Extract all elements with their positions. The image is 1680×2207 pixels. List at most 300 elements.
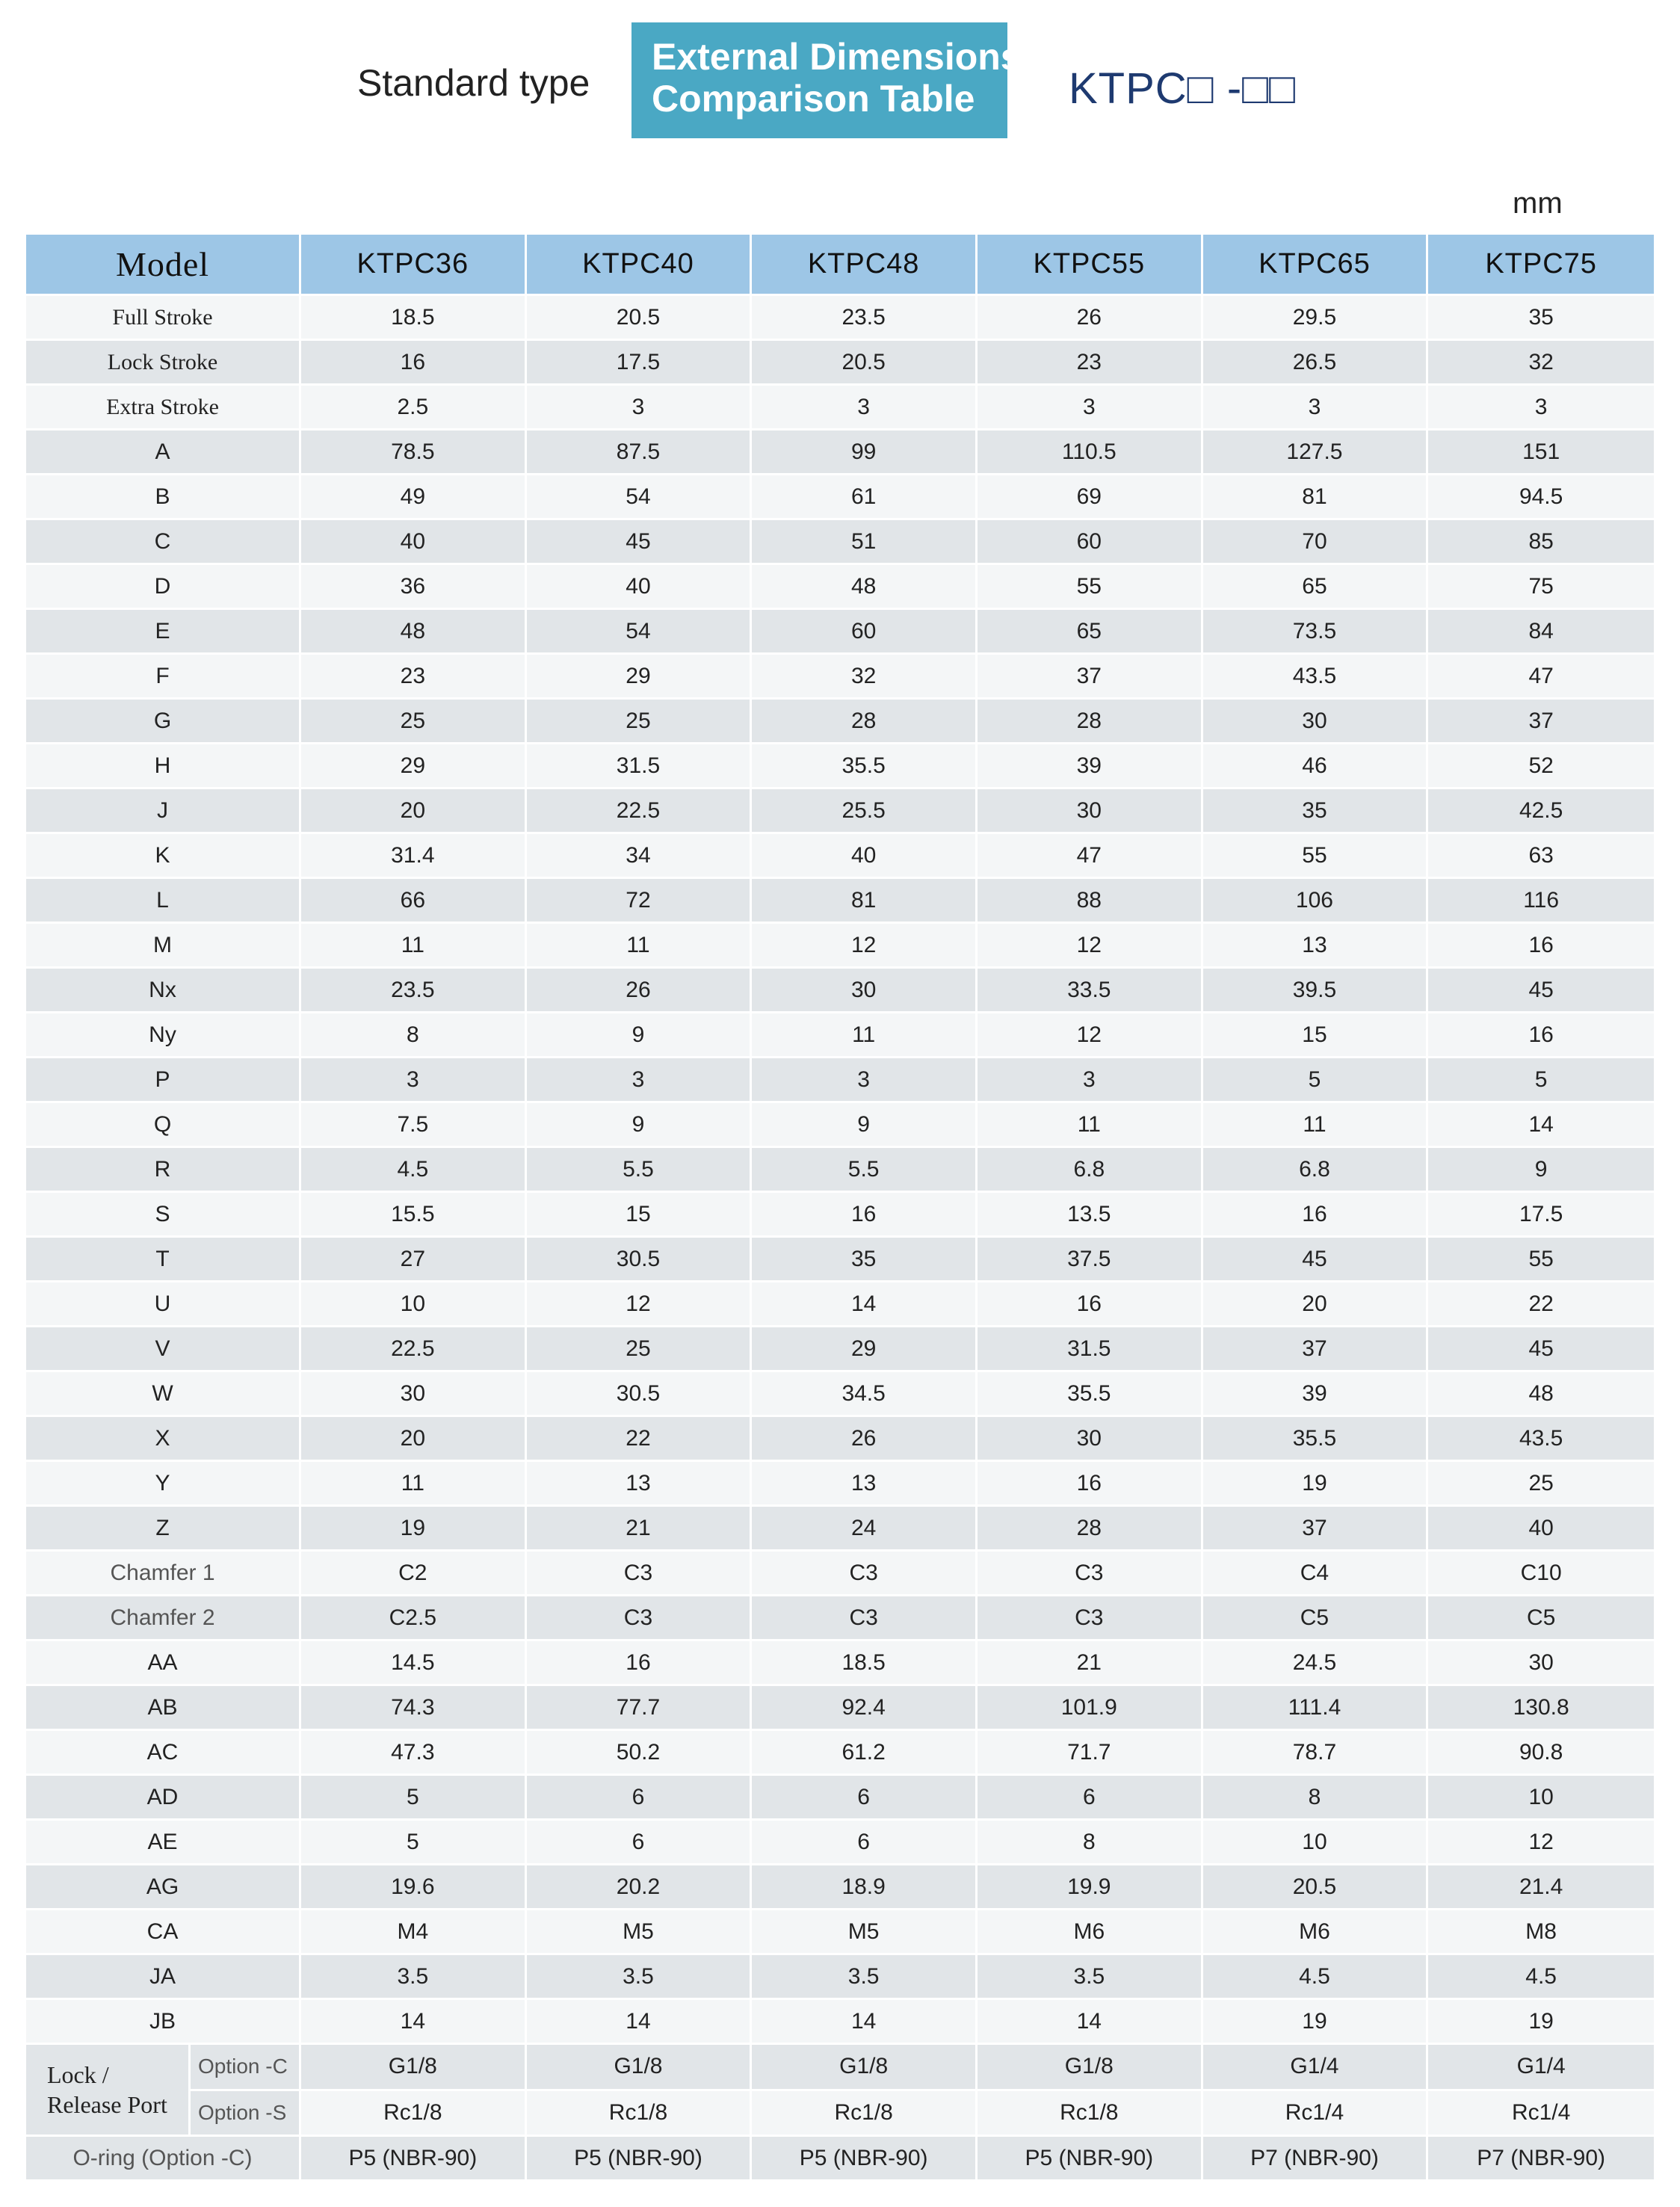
table-cell: 3 [978,1058,1203,1103]
table-cell: 90.8 [1428,1731,1654,1776]
port-label-line-2: Release Port [47,2091,167,2118]
table-cell: 49 [301,475,527,520]
table-row [26,834,1654,879]
table-cell: 25 [301,700,527,744]
table-cell: 74.3 [301,1686,527,1731]
table-cell: 2.5 [301,386,527,430]
table-cell: 130.8 [1428,1686,1654,1731]
table-row [26,1955,1654,2000]
row-label: AB [26,1686,301,1731]
table-row [26,1372,1654,1417]
table-row [26,1507,1654,1552]
table-cell: 10 [1428,1776,1654,1821]
table-cell: 23 [978,341,1203,386]
table-cell: 40 [527,565,753,610]
table-cell: 12 [752,924,978,969]
table-cell: C3 [527,1596,753,1641]
table-row [26,700,1654,744]
table-cell: 4.5 [301,1148,527,1193]
table-cell: 26 [527,969,753,1013]
model-header: Model [26,235,301,296]
table-row [26,386,1654,430]
table-cell: Rc1/8 [752,2091,978,2137]
table-cell: 37.5 [978,1238,1203,1282]
row-label: B [26,475,301,520]
table-cell: 31.5 [527,744,753,789]
table-cell: 16 [752,1193,978,1238]
table-cell: 48 [752,565,978,610]
table-cell: 17.5 [1428,1193,1654,1238]
row-label: Z [26,1507,301,1552]
table-cell: 3 [752,386,978,430]
table-cell: 30 [1203,700,1429,744]
table-cell: 4.5 [1428,1955,1654,2000]
row-label: Lock Stroke [26,341,301,386]
table-cell: 25 [1428,1462,1654,1507]
table-cell: C3 [752,1552,978,1596]
table-cell: 70 [1203,520,1429,565]
table-cell: 101.9 [978,1686,1203,1731]
table-cell: Rc1/4 [1203,2091,1429,2137]
row-label: JB [26,2000,301,2045]
table-cell: 54 [527,475,753,520]
table-cell: 19 [1203,1462,1429,1507]
table-cell: G1/4 [1428,2045,1654,2091]
row-label: H [26,744,301,789]
table-cell: 37 [1428,700,1654,744]
table-cell: 19 [301,1507,527,1552]
table-row [26,475,1654,520]
table-cell: 16 [978,1282,1203,1327]
table-row [26,789,1654,834]
table-cell: 6 [527,1821,753,1865]
row-label: AA [26,1641,301,1686]
table-cell: 28 [752,700,978,744]
table-cell: 110.5 [978,430,1203,475]
table-cell: 30 [301,1372,527,1417]
table-cell: 19 [1203,2000,1429,2045]
table-cell: 61.2 [752,1731,978,1776]
table-cell: P7 (NBR-90) [1203,2137,1429,2182]
row-label: W [26,1372,301,1417]
column-header: KTPC65 [1203,235,1429,296]
table-cell: 16 [1428,1013,1654,1058]
table-cell: 7.5 [301,1103,527,1148]
table-cell: 10 [301,1282,527,1327]
table-cell: 11 [527,924,753,969]
table-row [26,1641,1654,1686]
table-cell: 32 [1428,341,1654,386]
table-cell: 72 [527,879,753,924]
table-cell: 37 [1203,1507,1429,1552]
table-cell: 116 [1428,879,1654,924]
table-cell: 30 [978,1417,1203,1462]
table-cell: G1/8 [527,2045,753,2091]
table-cell: 29 [301,744,527,789]
table-cell: 16 [1428,924,1654,969]
table-cell: 29 [752,1327,978,1372]
table-cell: 39 [978,744,1203,789]
table-cell: 55 [978,565,1203,610]
table-row [26,1327,1654,1372]
table-cell: 14 [752,2000,978,2045]
column-header: KTPC48 [752,235,978,296]
table-row [26,1776,1654,1821]
table-row [26,655,1654,700]
table-cell: 10 [1203,1821,1429,1865]
table-cell: 47 [978,834,1203,879]
table-cell: 151 [1428,430,1654,475]
table-cell: 12 [978,1013,1203,1058]
table-cell: C2.5 [301,1596,527,1641]
table-cell: M6 [978,1910,1203,1955]
table-cell: 20.5 [752,341,978,386]
table-row [26,1552,1654,1596]
table-cell: 5 [301,1821,527,1865]
table-cell: 48 [1428,1372,1654,1417]
table-cell: 55 [1428,1238,1654,1282]
table-cell: 84 [1428,610,1654,655]
table-cell: 3 [1428,386,1654,430]
table-cell: 25 [527,1327,753,1372]
table-cell: 45 [527,520,753,565]
table-cell: 3.5 [752,1955,978,2000]
table-cell: 26.5 [1203,341,1429,386]
port-label [26,2045,191,2135]
table-cell: 15 [1203,1013,1429,1058]
table-cell: C10 [1428,1552,1654,1596]
table-cell: 14 [1428,1103,1654,1148]
table-cell: 75 [1428,565,1654,610]
table-cell: 71.7 [978,1731,1203,1776]
table-cell: G1/8 [301,2045,527,2091]
table-cell: 29 [527,655,753,700]
oring-row [26,2137,1654,2182]
table-cell: 20.5 [527,296,753,341]
row-label: M [26,924,301,969]
row-label: Ny [26,1013,301,1058]
table-cell: 54 [527,610,753,655]
table-cell: 20.2 [527,1865,753,1910]
table-cell: 37 [1203,1327,1429,1372]
table-cell: 25.5 [752,789,978,834]
table-cell: P5 (NBR-90) [978,2137,1203,2182]
table-cell: 3.5 [527,1955,753,2000]
model-code: KTPC□ -□□ [1069,64,1297,113]
table-cell: 30.5 [527,1372,753,1417]
table-row [26,1865,1654,1910]
table-cell: 15 [527,1193,753,1238]
table-cell: 12 [527,1282,753,1327]
table-row [26,1193,1654,1238]
table-cell: 21 [978,1641,1203,1686]
row-label: Full Stroke [26,296,301,341]
table-cell: 11 [978,1103,1203,1148]
table-cell: C5 [1203,1596,1429,1641]
table-cell: 47.3 [301,1731,527,1776]
table-cell: 11 [301,1462,527,1507]
table-cell: 8 [1203,1776,1429,1821]
table-cell: 16 [978,1462,1203,1507]
table-cell: 16 [527,1641,753,1686]
table-cell: 21.4 [1428,1865,1654,1910]
row-label: E [26,610,301,655]
table-row [26,879,1654,924]
table-cell: 16 [301,341,527,386]
table-cell: 5 [1428,1058,1654,1103]
table-cell: 22.5 [527,789,753,834]
table-cell: 34.5 [752,1372,978,1417]
table-cell: 11 [752,1013,978,1058]
table-cell: 31.5 [978,1327,1203,1372]
row-label: U [26,1282,301,1327]
row-label: AG [26,1865,301,1910]
table-cell: 23.5 [301,969,527,1013]
table-cell: 3.5 [301,1955,527,2000]
table-cell: 6 [978,1776,1203,1821]
table-cell: 99 [752,430,978,475]
table-cell: 28 [978,1507,1203,1552]
table-cell: 22 [527,1417,753,1462]
table-cell: 39 [1203,1372,1429,1417]
table-row [26,1731,1654,1776]
table-cell: 20 [301,1417,527,1462]
table-cell: G1/8 [978,2045,1203,2091]
table-row [26,1148,1654,1193]
table-cell: 14 [527,2000,753,2045]
table-cell: 9 [527,1013,753,1058]
row-label: A [26,430,301,475]
page-header [0,0,1680,149]
table-title-box [631,22,1022,138]
row-label: V [26,1327,301,1372]
table-cell: 26 [752,1417,978,1462]
table-cell: 45 [1203,1238,1429,1282]
table-cell: 19 [1428,2000,1654,2045]
table-cell: 127.5 [1203,430,1429,475]
table-cell: 3 [752,1058,978,1103]
table-cell: 92.4 [752,1686,978,1731]
table-cell: 45 [1428,969,1654,1013]
table-cell: 61 [752,475,978,520]
row-label: G [26,700,301,744]
table-cell: 3 [1203,386,1429,430]
column-header: KTPC36 [301,235,527,296]
port-row-option-c [26,2045,1654,2091]
table-cell: 6.8 [978,1148,1203,1193]
row-label: Nx [26,969,301,1013]
table-cell: 3 [978,386,1203,430]
table-cell: 35.5 [1203,1417,1429,1462]
table-row [26,430,1654,475]
table-cell: M4 [301,1910,527,1955]
table-cell: 35 [1428,296,1654,341]
table-cell: 65 [1203,565,1429,610]
table-cell: 35.5 [978,1372,1203,1417]
table-cell: 30 [752,969,978,1013]
table-cell: 6 [752,1821,978,1865]
table-row [26,341,1654,386]
table-cell: 24 [752,1507,978,1552]
table-cell: 11 [1203,1103,1429,1148]
table-row [26,969,1654,1013]
table-cell: 81 [752,879,978,924]
option-s-label: Option -S [198,2100,287,2124]
table-cell: 85 [1428,520,1654,565]
table-cell: 36 [301,565,527,610]
table-cell: 23.5 [752,296,978,341]
table-header-row [26,235,1654,296]
unit-label: mm [1513,187,1563,220]
table-cell: 52 [1428,744,1654,789]
table-cell: 23 [301,655,527,700]
row-label: Y [26,1462,301,1507]
table-cell: 14 [752,1282,978,1327]
table-cell: 25 [527,700,753,744]
row-label: C [26,520,301,565]
table-cell: 51 [752,520,978,565]
table-cell: 40 [1428,1507,1654,1552]
row-label: X [26,1417,301,1462]
column-header: KTPC75 [1428,235,1654,296]
table-cell: 65 [978,610,1203,655]
table-row [26,520,1654,565]
row-label: Chamfer 2 [26,1596,301,1641]
row-label: Extra Stroke [26,386,301,430]
row-label: Q [26,1103,301,1148]
table-row [26,610,1654,655]
table-cell: Rc1/8 [527,2091,753,2137]
table-cell: 5.5 [527,1148,753,1193]
table-row [26,1910,1654,1955]
table-cell: 18.9 [752,1865,978,1910]
table-cell: M8 [1428,1910,1654,1955]
column-header: KTPC40 [527,235,753,296]
dimensions-table [26,235,1654,2182]
table-cell: 27 [301,1238,527,1282]
table-cell: 111.4 [1203,1686,1429,1731]
table-cell: 15.5 [301,1193,527,1238]
table-cell: 6 [527,1776,753,1821]
table-cell: 31.4 [301,834,527,879]
table-cell: 43.5 [1428,1417,1654,1462]
column-header: KTPC55 [978,235,1203,296]
table-cell: 6.8 [1203,1148,1429,1193]
table-cell: 35 [1203,789,1429,834]
table-cell: 20.5 [1203,1865,1429,1910]
table-cell: 43.5 [1203,655,1429,700]
table-cell: P7 (NBR-90) [1428,2137,1654,2182]
table-row [26,1686,1654,1731]
table-cell: 12 [978,924,1203,969]
table-cell: 60 [752,610,978,655]
table-cell: 14 [978,2000,1203,2045]
table-cell: 16 [1203,1193,1429,1238]
table-cell: 13 [527,1462,753,1507]
table-cell: C5 [1428,1596,1654,1641]
table-cell: G1/8 [752,2045,978,2091]
table-cell: 66 [301,879,527,924]
table-cell: 13.5 [978,1193,1203,1238]
table-cell: 14.5 [301,1641,527,1686]
table-row [26,1103,1654,1148]
table-cell: 3 [301,1058,527,1103]
table-row [26,1238,1654,1282]
table-cell: 77.7 [527,1686,753,1731]
table-cell: C3 [527,1552,753,1596]
table-cell: 47 [1428,655,1654,700]
table-row [26,565,1654,610]
table-cell: P5 (NBR-90) [752,2137,978,2182]
table-row [26,2000,1654,2045]
row-label: R [26,1148,301,1193]
table-cell: 30 [1428,1641,1654,1686]
table-cell: 21 [527,1507,753,1552]
table-cell: 19.9 [978,1865,1203,1910]
row-label: D [26,565,301,610]
table-cell: 35.5 [752,744,978,789]
table-cell: 18.5 [301,296,527,341]
table-cell: 50.2 [527,1731,753,1776]
table-cell: M6 [1203,1910,1429,1955]
table-cell: 55 [1203,834,1429,879]
title-line-2: Comparison Table [652,78,975,120]
row-label: S [26,1193,301,1238]
table-cell: 3.5 [978,1955,1203,2000]
table-cell: 78.5 [301,430,527,475]
row-label: L [26,879,301,924]
port-label-wrap [26,2045,299,2135]
row-label: CA [26,1910,301,1955]
standard-type-label: Standard type [357,62,590,104]
table-row [26,744,1654,789]
table-cell: 20 [301,789,527,834]
table-cell: 9 [527,1103,753,1148]
table-cell: 81 [1203,475,1429,520]
row-label: F [26,655,301,700]
table-cell: 13 [752,1462,978,1507]
table-cell: C3 [978,1596,1203,1641]
row-label: Chamfer 1 [26,1552,301,1596]
table-cell: 18.5 [752,1641,978,1686]
table-cell: 35 [752,1238,978,1282]
table-cell: 5.5 [752,1148,978,1193]
table-cell: 22.5 [301,1327,527,1372]
table-cell: 5 [301,1776,527,1821]
table-cell: 8 [978,1821,1203,1865]
table-row [26,1462,1654,1507]
oring-label: O-ring (Option -C) [26,2137,301,2182]
row-label: JA [26,1955,301,2000]
table-cell: 4.5 [1203,1955,1429,2000]
table-cell: 17.5 [527,341,753,386]
table-cell: 42.5 [1428,789,1654,834]
row-label: AC [26,1731,301,1776]
table-cell: M5 [527,1910,753,1955]
port-label-line-1: Lock / [47,2061,109,2088]
table-cell: G1/4 [1203,2045,1429,2091]
row-label: AE [26,1821,301,1865]
option-c-label: Option -C [191,2045,299,2091]
table-cell: 30 [978,789,1203,834]
port-options [191,2045,299,2135]
title-line-1: External Dimensions [652,36,1022,78]
table-cell: 73.5 [1203,610,1429,655]
table-cell: 32 [752,655,978,700]
table-cell: 9 [1428,1148,1654,1193]
table-cell: 12 [1428,1821,1654,1865]
table-row [26,1058,1654,1103]
